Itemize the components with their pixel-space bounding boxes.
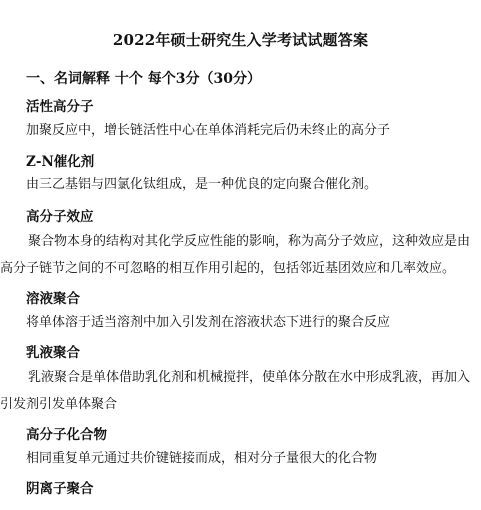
term-definition: 由三乙基铝与四氯化钛组成，是一种优良的定向聚合催化剂。: [26, 177, 378, 192]
term-heading: Z-N催化剂: [26, 154, 95, 170]
section-heading: 一、名词解释 十个 每个3分（30分）: [26, 71, 261, 87]
term-heading: 阴离子聚合: [26, 481, 94, 497]
term-heading: 高分子化合物: [26, 427, 107, 443]
term-definition: 乳液聚合是单体借助乳化剂和机械搅拌，使单体分散在水中形成乳液，再加入引发剂引发单体聚合: [0, 370, 471, 412]
term-definition: 加聚反应中，增长链活性中心在单体消耗完后仍未终止的高分子: [26, 123, 391, 138]
document-title: 2022年硕士研究生入学考试试题答案: [112, 31, 369, 49]
term-heading: 乳液聚合: [26, 345, 80, 361]
term-definition: 将单体溶于适当溶剂中加入引发剂在溶液状态下进行的聚合反应: [26, 315, 391, 330]
term-definition: 聚合物本身的结构对其化学反应性能的影响，称为高分子效应，这种效应是由高分子链节之间的不可忽略的相互作用引起的，包括邻近基团效应和几率效应。: [0, 234, 471, 276]
term-heading: 溶液聚合: [26, 291, 80, 307]
term-definition: 相同重复单元通过共价键链接而成，相对分子量很大的化合物: [26, 451, 378, 466]
term-heading: 高分子效应: [26, 209, 94, 225]
term-heading: 活性高分子: [26, 99, 94, 115]
